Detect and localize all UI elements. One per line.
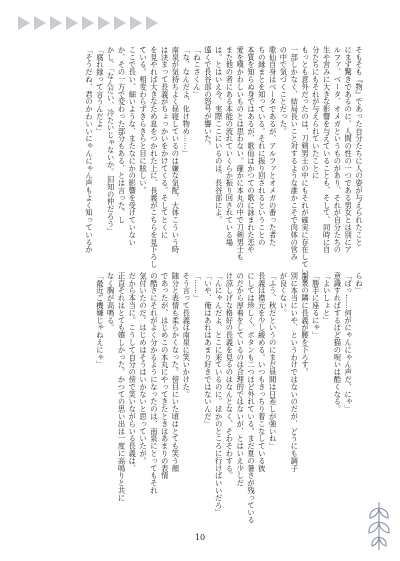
body-text-lower [94,272,364,524]
text-column: ちの縁まとを知っている。それに振り回されるということの [257,46,267,246]
text-column: そう言って長義は南泉に笑いかけた。 [182,272,192,398]
text-column: もっとも意外だったのは、刀剣男士の中にもそれが確実に存在している [301,46,311,283]
text-column: は。とはいえ今、実際ここにいるのは、長谷部によ。 [214,46,224,224]
text-column: 愛を嘆かわしいものとは思わない。確かに本丸の中で刀剣男士も [236,46,246,261]
text-column: 長義は襟元を少し緩める。いつもきっちり着こなしている彼 [257,272,267,472]
text-column: であったが、はじめこの本丸にやってきたときはあまりの表情 [160,272,170,480]
text-column: なく胸が高鳴る。 [106,272,116,332]
text-column: 「最近ご機嫌じゃねえにゃ」 [95,272,105,369]
text-column: 正直それはとても嬉しかった。かつての思い出は一度に高鳴りと共に [117,272,127,502]
header-decoration [18,14,168,32]
text-column: 「んにゃんだよ、とこに来ているのに。ほかのところに行けばいいだろ」 [214,272,224,517]
text-column: 「ふう、秋だというのにまだ昼間は日差しが強いね」 [268,272,278,450]
text-column: 随分と表情も柔らかくなった。傍目にいた頃はとても笑う顔 [171,272,181,472]
text-column: 「勝手に座るにゃ」 [311,272,321,339]
triangle-band-icon [18,14,168,32]
text-column: か、その一方で変わった部分もある、とは言った。し [117,46,127,224]
text-column: 気付いたのだ。はじめはそうはいかないと思っていたが。 [139,272,149,465]
text-column: そもそも『物』であった自分たちに人の姿が与えられたこと [355,46,364,246]
text-column: 「……」 [193,272,203,302]
text-column: にしては珍しく、ボタンも二つほど外れている。まだ夏の暑さが残っている [247,272,257,524]
text-column: は決まって長義がちょっかいをかけてくる。そしてとくに [160,46,170,239]
text-column: 一部しかなく、結局長いこと対するような誰かこそで肉体の営み [290,46,300,261]
text-column: 「ねこさくん」 [193,46,203,98]
text-column: 南泉の隣に長義が腰を下ろす。 [301,272,311,376]
text-column: のだから厚着をしているのは合理的ではないが、とはいえ少しだ [236,272,246,487]
text-column: が良くない。 [279,272,289,317]
text-column: ここで長い、細いような、またなにかの影響を受けていない [128,46,138,246]
text-column: ルファ、ベータ、オメガというものがあり、それが自分たちの [333,46,343,254]
text-column: ている。相変わらずきらきらと目に眩しい。 [139,46,149,194]
text-column: 「な、なんだよ、化け物め……」 [182,46,192,157]
text-column: また他の者にある本能の流れていくらか振り回されている場 [225,46,235,246]
text-column: 「ぱっ……何がにゃんにゃん声だ、にゃ」 [344,272,354,413]
text-column: 「よいしょと」 [322,272,332,324]
text-column: にまず驚きであるのに、人間の性の一つである男女とは別にア [344,46,354,254]
text-column: 意識すればするほど猫の呪いは酷くなる。 [333,272,343,413]
text-column: らね」 [355,272,364,295]
text-column: 「腐れ縁って言うんだよ」 [95,46,105,135]
text-column: け涼しげな格好の長義を見るのはなんとなく、そわそわする。 [225,272,235,480]
text-column: の酷さにそれがよく分かるようになったのは、南泉にとってもそれ [149,272,159,494]
text-column: 別に本当にいや、というわけではないのだが、どうにも調子 [290,272,300,472]
text-column: 南泉が気持ちよく昼寝しているのは嫌な気配、大体こういう時 [171,46,181,254]
text-column: 歌仙自身はベータであるが、アルファとオメガの番った者た [268,46,278,246]
text-column: 「そうだね、君のかわいいにゃんにゃん声もよく知っているか [85,46,95,254]
text-column: かし、「なんだい、冷たいじゃないか。旧知の仲だろう」 [106,46,116,235]
text-column: 「いや、俺はあれはあまり好きではないんだ」 [203,272,213,428]
body-text-upper [83,46,364,283]
text-column: の中で気づくことだった。 [279,46,289,135]
text-column: 分たちにもそれが与えられていたことに [311,46,321,180]
text-column: 生や営みに大きな影響を与えていることも、そして、同時に自 [322,46,332,254]
page-number: 10 [194,533,206,542]
text-column: を見やれば大きなため息をつかれた上に、長義がこちらを見下ろし [149,46,159,268]
text-column: だから本当に。こうして自分の傍で笑いながらいる長義は、 [128,272,138,472]
text-column: 遠くで長谷部の怒号が響いた。 [203,46,213,150]
text-column: 本質を知らぬ身ではあるが、歌仙はかつての歌に詠まれた恋や [247,46,257,254]
flourish-icon [364,500,394,552]
